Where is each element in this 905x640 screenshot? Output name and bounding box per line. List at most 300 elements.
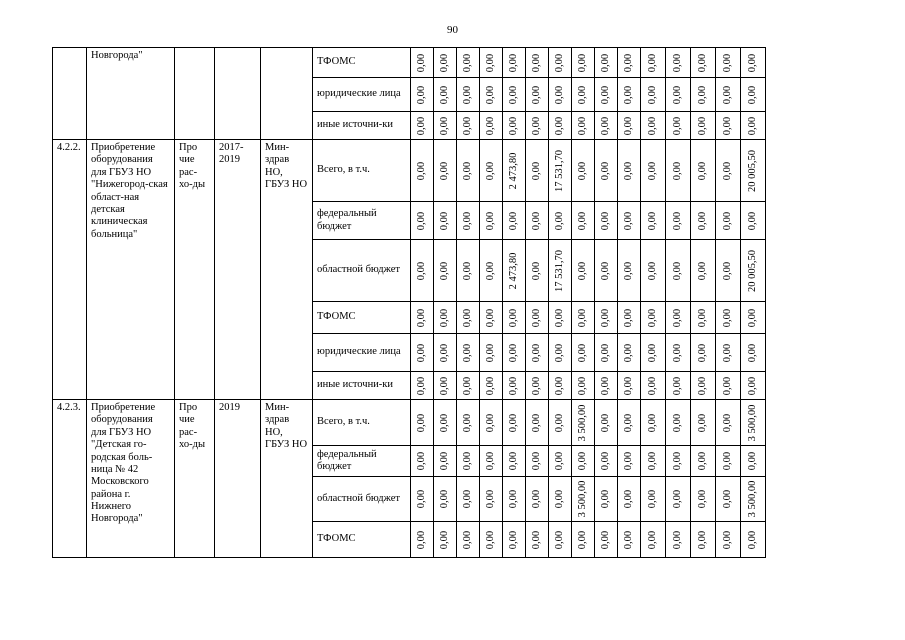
value-text: 0,00 xyxy=(461,116,473,135)
value-text: 0,00 xyxy=(507,211,519,230)
value-text: 0,00 xyxy=(696,211,708,230)
value-text: 0,00 xyxy=(484,116,496,135)
value-cell xyxy=(503,372,526,400)
executor-cell: Мин-здрав НО, ГБУЗ НО xyxy=(261,140,313,400)
value-cell xyxy=(691,112,716,140)
value-text: 0,00 xyxy=(746,530,758,549)
value-text: 0,00 xyxy=(721,451,733,471)
value-cell xyxy=(716,78,741,112)
expense-type-cell: Про чие рас-хо-ды xyxy=(175,400,215,558)
table-row xyxy=(53,140,766,202)
value-text: 0,00 xyxy=(622,308,634,327)
value-text: 0,00 xyxy=(671,451,683,471)
value-cell xyxy=(549,334,572,372)
value-text: 0,00 xyxy=(461,261,473,280)
value-cell xyxy=(411,302,434,334)
value-text: 0,00 xyxy=(415,530,427,549)
value-text: 0,00 xyxy=(438,53,450,72)
value-text: 0,00 xyxy=(721,161,733,180)
value-text: 0,00 xyxy=(484,261,496,280)
value-text: 0,00 xyxy=(484,161,496,180)
value-text: 0,00 xyxy=(530,451,542,471)
value-cell xyxy=(411,240,434,302)
value-text: 0,00 xyxy=(530,413,542,432)
value-text: 0,00 xyxy=(530,261,542,280)
funding-source-cell: областной бюджет xyxy=(313,477,411,522)
value-cell xyxy=(618,78,641,112)
executor-cell xyxy=(261,48,313,140)
value-cell xyxy=(480,334,503,372)
value-cell xyxy=(572,48,595,78)
value-cell xyxy=(741,78,766,112)
value-cell xyxy=(503,240,526,302)
value-text: 0,00 xyxy=(507,413,519,432)
value-text: 0,00 xyxy=(646,116,658,135)
value-cell xyxy=(457,400,480,446)
value-cell xyxy=(741,240,766,302)
value-text: 0,00 xyxy=(599,85,611,104)
value-text: 0,00 xyxy=(646,413,658,432)
value-text: 0,00 xyxy=(671,85,683,104)
value-cell xyxy=(741,334,766,372)
value-text: 0,00 xyxy=(746,308,758,327)
value-cell xyxy=(595,334,618,372)
value-text: 0,00 xyxy=(622,53,634,72)
value-text: 0,00 xyxy=(438,261,450,280)
value-text: 17 531,70 xyxy=(553,249,565,292)
value-text: 3 500,00 xyxy=(746,404,758,441)
value-cell xyxy=(691,202,716,240)
value-text: 0,00 xyxy=(438,530,450,549)
value-cell xyxy=(411,446,434,477)
value-cell xyxy=(411,140,434,202)
value-cell xyxy=(641,477,666,522)
value-text: 0,00 xyxy=(696,308,708,327)
value-cell xyxy=(526,140,549,202)
value-cell xyxy=(457,477,480,522)
value-cell xyxy=(434,477,457,522)
value-text: 0,00 xyxy=(746,53,758,72)
value-cell xyxy=(411,78,434,112)
value-cell xyxy=(691,240,716,302)
item-name-cell: Приобретение оборудования для ГБУЗ НО "Детская го-родская боль-ница № 42 Московского района г. Нижнего Новгорода" xyxy=(87,400,175,558)
value-text: 0,00 xyxy=(599,161,611,180)
value-cell xyxy=(457,334,480,372)
value-cell xyxy=(503,112,526,140)
value-cell xyxy=(526,522,549,558)
value-cell xyxy=(595,302,618,334)
value-text: 0,00 xyxy=(696,530,708,549)
value-text: 0,00 xyxy=(576,53,588,72)
value-text: 0,00 xyxy=(599,413,611,432)
value-cell xyxy=(691,140,716,202)
value-text: 0,00 xyxy=(622,261,634,280)
value-text: 0,00 xyxy=(530,85,542,104)
value-cell xyxy=(618,48,641,78)
value-cell xyxy=(618,334,641,372)
funding-source-cell: Всего, в т.ч. xyxy=(313,400,411,446)
value-cell xyxy=(457,240,480,302)
value-cell xyxy=(641,240,666,302)
value-text: 0,00 xyxy=(599,116,611,135)
value-cell xyxy=(572,78,595,112)
value-cell xyxy=(595,78,618,112)
value-text: 0,00 xyxy=(646,451,658,471)
funding-source-cell: федеральный бюджет xyxy=(313,446,411,477)
value-cell xyxy=(716,140,741,202)
value-cell xyxy=(457,372,480,400)
value-cell xyxy=(595,48,618,78)
value-cell xyxy=(411,400,434,446)
value-text: 0,00 xyxy=(530,308,542,327)
value-cell xyxy=(503,202,526,240)
value-text: 0,00 xyxy=(461,451,473,471)
value-cell xyxy=(691,302,716,334)
value-cell xyxy=(741,400,766,446)
value-cell xyxy=(666,477,691,522)
value-cell xyxy=(741,477,766,522)
value-text: 0,00 xyxy=(507,376,519,395)
value-cell xyxy=(666,140,691,202)
value-text: 20 005,50 xyxy=(746,249,758,292)
value-cell xyxy=(503,477,526,522)
value-cell xyxy=(666,78,691,112)
value-text: 0,00 xyxy=(484,530,496,549)
value-cell xyxy=(434,400,457,446)
budget-table xyxy=(52,47,766,558)
value-cell xyxy=(741,446,766,477)
value-text: 0,00 xyxy=(576,116,588,135)
value-cell xyxy=(595,477,618,522)
value-text: 0,00 xyxy=(721,530,733,549)
value-cell xyxy=(618,240,641,302)
value-cell xyxy=(595,446,618,477)
value-cell xyxy=(526,446,549,477)
value-cell xyxy=(434,48,457,78)
value-text: 0,00 xyxy=(553,308,565,327)
value-cell xyxy=(411,477,434,522)
value-cell xyxy=(716,372,741,400)
value-cell xyxy=(595,112,618,140)
value-cell xyxy=(503,302,526,334)
value-cell xyxy=(549,78,572,112)
value-cell xyxy=(641,78,666,112)
value-cell xyxy=(480,48,503,78)
value-cell xyxy=(503,78,526,112)
value-text: 0,00 xyxy=(746,376,758,395)
value-text: 0,00 xyxy=(484,53,496,72)
value-cell xyxy=(526,78,549,112)
value-cell xyxy=(457,202,480,240)
value-text: 0,00 xyxy=(461,413,473,432)
funding-source-cell: ТФОМС xyxy=(313,302,411,334)
value-text: 0,00 xyxy=(576,530,588,549)
value-text: 0,00 xyxy=(671,413,683,432)
value-text: 2 473,80 xyxy=(507,152,519,189)
value-cell xyxy=(526,400,549,446)
value-cell xyxy=(716,446,741,477)
value-cell xyxy=(549,302,572,334)
value-text: 0,00 xyxy=(530,343,542,362)
value-cell xyxy=(641,522,666,558)
value-cell xyxy=(457,446,480,477)
value-text: 0,00 xyxy=(622,413,634,432)
value-text: 0,00 xyxy=(721,376,733,395)
value-text: 0,00 xyxy=(646,343,658,362)
value-cell xyxy=(572,334,595,372)
funding-source-cell: ТФОМС xyxy=(313,48,411,78)
value-text: 0,00 xyxy=(599,530,611,549)
value-cell xyxy=(716,477,741,522)
value-text: 0,00 xyxy=(438,308,450,327)
value-cell xyxy=(480,477,503,522)
value-cell xyxy=(595,400,618,446)
value-text: 0,00 xyxy=(438,376,450,395)
value-cell xyxy=(526,112,549,140)
value-cell xyxy=(716,112,741,140)
value-text: 0,00 xyxy=(671,53,683,72)
value-text: 0,00 xyxy=(599,308,611,327)
value-text: 0,00 xyxy=(461,161,473,180)
value-text: 0,00 xyxy=(507,53,519,72)
value-text: 0,00 xyxy=(507,85,519,104)
value-cell xyxy=(480,112,503,140)
value-cell xyxy=(716,400,741,446)
value-text: 0,00 xyxy=(530,489,542,509)
value-text: 0,00 xyxy=(696,53,708,72)
value-text: 0,00 xyxy=(576,451,588,471)
value-cell xyxy=(595,522,618,558)
value-text: 0,00 xyxy=(646,85,658,104)
value-text: 0,00 xyxy=(530,376,542,395)
value-cell xyxy=(480,240,503,302)
table-row xyxy=(53,400,766,446)
value-cell xyxy=(572,372,595,400)
value-text: 0,00 xyxy=(696,413,708,432)
value-cell xyxy=(641,112,666,140)
value-cell xyxy=(526,48,549,78)
value-text: 0,00 xyxy=(576,308,588,327)
funding-source-cell: ТФОМС xyxy=(313,522,411,558)
value-text: 0,00 xyxy=(622,85,634,104)
value-text: 0,00 xyxy=(576,261,588,280)
value-text: 0,00 xyxy=(622,530,634,549)
value-cell xyxy=(691,372,716,400)
value-text: 0,00 xyxy=(507,489,519,509)
value-text: 0,00 xyxy=(461,376,473,395)
value-cell xyxy=(526,202,549,240)
value-text: 2 473,80 xyxy=(507,252,519,289)
funding-source-cell: областной бюджет xyxy=(313,240,411,302)
value-text: 0,00 xyxy=(461,530,473,549)
value-text: 0,00 xyxy=(576,343,588,362)
value-text: 0,00 xyxy=(599,489,611,509)
value-cell xyxy=(411,202,434,240)
value-cell xyxy=(503,334,526,372)
value-text: 0,00 xyxy=(530,53,542,72)
value-cell xyxy=(572,140,595,202)
value-cell xyxy=(666,522,691,558)
value-cell xyxy=(434,202,457,240)
value-cell xyxy=(549,400,572,446)
value-text: 0,00 xyxy=(484,376,496,395)
value-text: 0,00 xyxy=(622,116,634,135)
value-text: 0,00 xyxy=(696,451,708,471)
value-text: 0,00 xyxy=(507,308,519,327)
value-text: 0,00 xyxy=(721,489,733,509)
value-cell xyxy=(434,140,457,202)
value-text: 3 500,00 xyxy=(576,404,588,441)
value-text: 0,00 xyxy=(622,343,634,362)
value-cell xyxy=(411,48,434,78)
value-cell xyxy=(411,334,434,372)
value-cell xyxy=(691,78,716,112)
value-text: 0,00 xyxy=(461,211,473,230)
value-cell xyxy=(480,140,503,202)
value-cell xyxy=(716,334,741,372)
value-text: 0,00 xyxy=(721,413,733,432)
value-text: 0,00 xyxy=(461,308,473,327)
value-cell xyxy=(641,140,666,202)
item-number-cell: 4.2.3. xyxy=(53,400,87,558)
value-cell xyxy=(526,477,549,522)
value-text: 0,00 xyxy=(696,376,708,395)
value-cell xyxy=(411,372,434,400)
value-text: 0,00 xyxy=(553,451,565,471)
value-text: 0,00 xyxy=(553,376,565,395)
value-text: 0,00 xyxy=(461,489,473,509)
value-cell xyxy=(741,112,766,140)
value-text: 0,00 xyxy=(696,116,708,135)
value-cell xyxy=(434,446,457,477)
value-text: 0,00 xyxy=(671,308,683,327)
value-text: 0,00 xyxy=(721,308,733,327)
value-cell xyxy=(526,372,549,400)
value-text: 0,00 xyxy=(599,211,611,230)
value-cell xyxy=(666,446,691,477)
value-cell xyxy=(741,202,766,240)
value-cell xyxy=(691,477,716,522)
value-cell xyxy=(716,202,741,240)
value-cell xyxy=(480,446,503,477)
value-cell xyxy=(434,334,457,372)
table-row xyxy=(53,48,766,78)
value-cell xyxy=(572,302,595,334)
value-text: 0,00 xyxy=(622,451,634,471)
value-text: 0,00 xyxy=(671,211,683,230)
value-cell xyxy=(595,240,618,302)
value-cell xyxy=(595,140,618,202)
value-cell xyxy=(641,48,666,78)
value-cell xyxy=(457,302,480,334)
value-cell xyxy=(641,372,666,400)
value-text: 0,00 xyxy=(646,308,658,327)
value-text: 0,00 xyxy=(484,489,496,509)
value-cell xyxy=(549,112,572,140)
value-cell xyxy=(549,372,572,400)
value-text: 0,00 xyxy=(507,451,519,471)
value-cell xyxy=(457,522,480,558)
value-text: 0,00 xyxy=(599,343,611,362)
value-text: 0,00 xyxy=(461,85,473,104)
value-cell xyxy=(503,522,526,558)
value-text: 0,00 xyxy=(438,161,450,180)
value-text: 3 500,00 xyxy=(576,480,588,518)
value-cell xyxy=(641,400,666,446)
value-text: 0,00 xyxy=(646,161,658,180)
value-cell xyxy=(618,522,641,558)
value-cell xyxy=(549,202,572,240)
value-text: 0,00 xyxy=(746,451,758,471)
value-text: 0,00 xyxy=(438,413,450,432)
value-text: 0,00 xyxy=(746,211,758,230)
value-text: 0,00 xyxy=(696,85,708,104)
value-cell xyxy=(480,522,503,558)
value-cell xyxy=(480,400,503,446)
value-cell xyxy=(641,302,666,334)
value-cell xyxy=(691,334,716,372)
value-text: 20 005,50 xyxy=(746,149,758,192)
value-cell xyxy=(572,522,595,558)
value-cell xyxy=(549,240,572,302)
value-cell xyxy=(549,522,572,558)
value-text: 0,00 xyxy=(415,53,427,72)
funding-source-cell: иные источни-ки xyxy=(313,112,411,140)
value-cell xyxy=(595,202,618,240)
value-cell xyxy=(572,202,595,240)
value-cell xyxy=(480,302,503,334)
page-number: 90 xyxy=(447,24,458,36)
value-text: 0,00 xyxy=(622,161,634,180)
value-cell xyxy=(618,112,641,140)
value-cell xyxy=(716,522,741,558)
value-text: 0,00 xyxy=(507,530,519,549)
value-cell xyxy=(618,400,641,446)
item-name-cell: Приобретение оборудования для ГБУЗ НО "Нижегород-ская област-ная детская клиническая больница" xyxy=(87,140,175,400)
value-text: 0,00 xyxy=(696,343,708,362)
value-text: 0,00 xyxy=(438,85,450,104)
value-cell xyxy=(691,48,716,78)
value-text: 0,00 xyxy=(746,343,758,362)
value-text: 0,00 xyxy=(646,376,658,395)
value-cell xyxy=(741,140,766,202)
value-cell xyxy=(741,48,766,78)
expense-type-cell xyxy=(175,48,215,140)
value-text: 0,00 xyxy=(671,116,683,135)
value-cell xyxy=(503,400,526,446)
value-text: 0,00 xyxy=(415,343,427,362)
value-text: 0,00 xyxy=(438,211,450,230)
item-number-cell: 4.2.2. xyxy=(53,140,87,400)
value-cell xyxy=(572,112,595,140)
value-cell xyxy=(549,48,572,78)
value-cell xyxy=(434,522,457,558)
value-text: 0,00 xyxy=(671,530,683,549)
value-cell xyxy=(618,202,641,240)
value-text: 0,00 xyxy=(438,343,450,362)
value-text: 0,00 xyxy=(671,489,683,509)
value-text: 0,00 xyxy=(576,376,588,395)
value-text: 0,00 xyxy=(671,261,683,280)
value-cell xyxy=(741,302,766,334)
value-text: 0,00 xyxy=(646,261,658,280)
value-text: 0,00 xyxy=(415,211,427,230)
funding-source-cell: Всего, в т.ч. xyxy=(313,140,411,202)
value-text: 0,00 xyxy=(438,116,450,135)
value-text: 0,00 xyxy=(415,413,427,432)
value-cell xyxy=(595,372,618,400)
value-cell xyxy=(618,140,641,202)
